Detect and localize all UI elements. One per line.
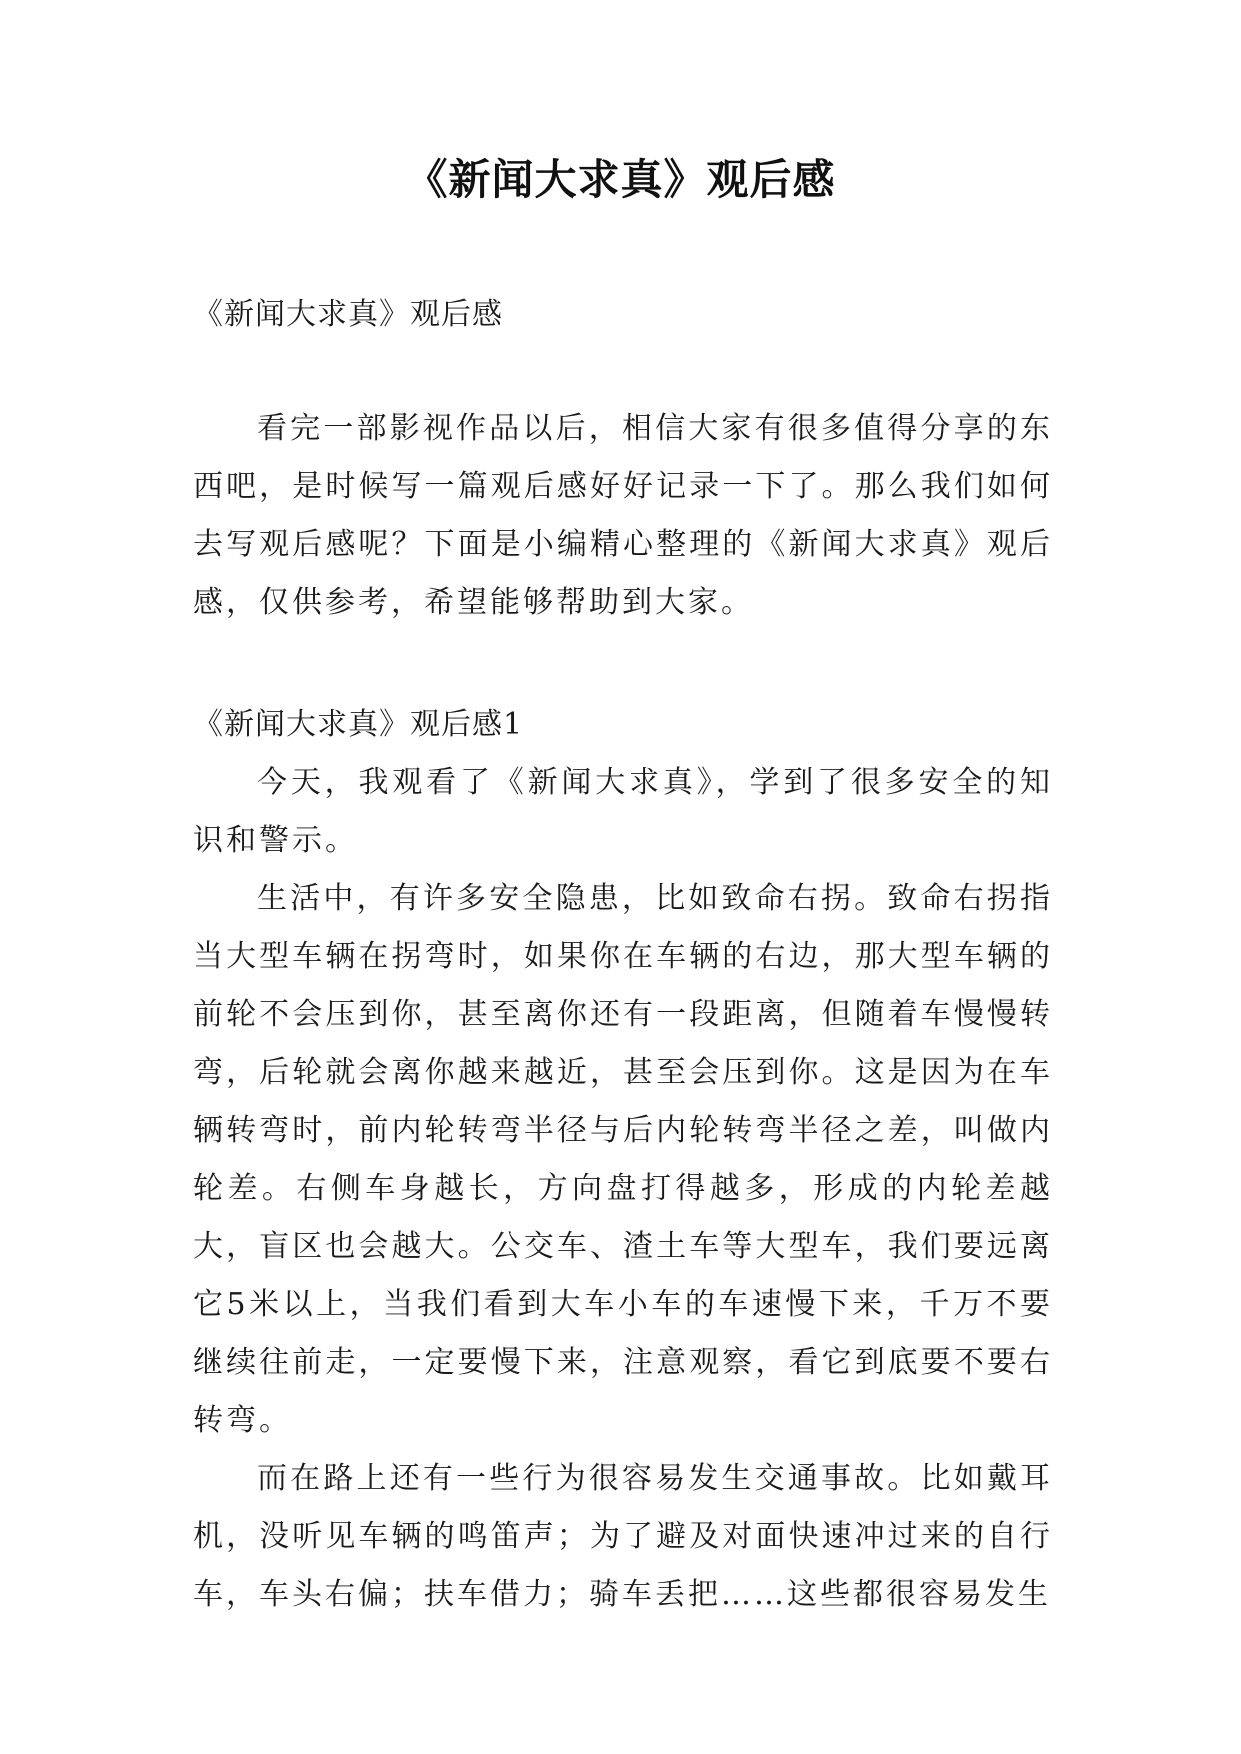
document-subtitle: 《新闻大求真》观后感 [193,297,503,332]
document-title: 《新闻大求真》观后感 [405,155,836,204]
section-1 [193,696,1053,1624]
section-1-paragraph-3: 而在路上还有一些行为很容易发生交通事故。比如戴耳机，没听见车辆的鸣笛声；为了避及对面快速冲过来的自行车，车头右偏；扶车借力；骑车丢把……这些都很容易发生 [193,1461,1053,1612]
intro-text: 看完一部影视作品以后，相信大家有很多值得分享的东西吧，是时候写一篇观后感好好记录一下了。那么我们如何去写观后感呢？下面是小编精心整理的《新闻大求真》观后感，仅供参考，希望能够帮助到大家。 [193,411,1053,620]
intro-paragraph [193,400,1053,632]
section-1-paragraph-2: 生活中，有许多安全隐患，比如致命右拐。致命右拐指当大型车辆在拐弯时，如果你在车辆的右边，那大型车辆的前轮不会压到你，甚至离你还有一段距离，但随着车慢慢转弯，后轮就会离你越来越近，甚至会压到你。这是因为在车辆转弯时，前内轮转弯半径与后内轮转弯半径之差，叫做内轮差。右侧车身越长，方向盘打得越多，形成的内轮差越大，盲区也会越大。公交车、渣土车等大型车，我们要远离它5米以上，当我们看到大车小车的车速慢下来，千万不要继续往前走，一定要慢下来，注意观察，看它到底要不要右转弯。 [193,881,1053,1438]
section-1-heading: 《新闻大求真》观后感1 [193,707,524,742]
section-1-paragraph-1: 今天，我观看了《新闻大求真》，学到了很多安全的知识和警示。 [193,765,1053,858]
